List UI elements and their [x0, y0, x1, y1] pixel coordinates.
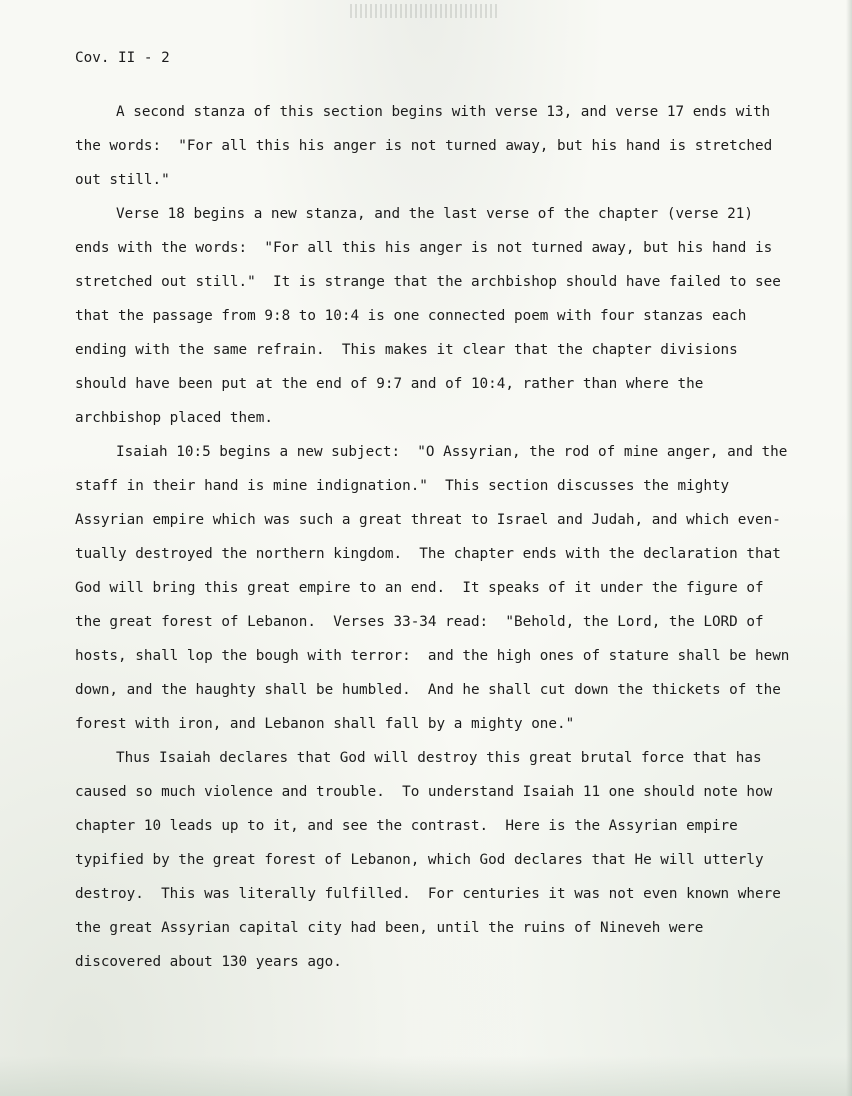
- paragraph-line: archbishop placed them.: [75, 410, 273, 426]
- paragraph-line: the great Assyrian capital city had been, until the ruins of Nineveh were: [75, 920, 704, 936]
- paragraph-line: forest with iron, and Lebanon shall fall by a mighty one.": [75, 716, 575, 732]
- paragraph-line: destroy. This was literally fulfilled. For centuries it was not even known where: [75, 886, 781, 902]
- paragraph-line: out still.": [75, 172, 170, 188]
- paragraph-line: the great forest of Lebanon. Verses 33-34 read: "Behold, the Lord, the LORD of: [75, 614, 764, 630]
- paragraph-line: Assyrian empire which was such a great threat to Israel and Judah, and which even-: [75, 512, 781, 528]
- paragraph-line: should have been put at the end of 9:7 and of 10:4, rather than where the: [75, 376, 704, 392]
- paragraph-line: chapter 10 leads up to it, and see the contrast. Here is the Assyrian empire: [75, 818, 738, 834]
- document-body: [75, 101, 795, 985]
- paragraph-line: stretched out still." It is strange that the archbishop should have failed to see: [75, 274, 781, 290]
- paragraph-line: Thus Isaiah declares that God will destroy this great brutal force that has: [116, 750, 762, 766]
- paragraph-line: down, and the haughty shall be humbled. And he shall cut down the thickets of the: [75, 682, 781, 698]
- paragraph-line: hosts, shall lop the bough with terror: and the high ones of stature shall be hewn: [75, 648, 790, 664]
- paragraph-line: staff in their hand is mine indignation." This section discusses the mighty: [75, 478, 730, 494]
- paragraph-4: [75, 747, 795, 985]
- paragraph-line: ending with the same refrain. This makes it clear that the chapter divisions: [75, 342, 738, 358]
- page-header: Cov. II - 2: [75, 50, 170, 66]
- scan-bottom-shadow: [0, 1056, 852, 1096]
- paragraph-line: the words: "For all this his anger is not turned away, but his hand is stretched: [75, 138, 773, 154]
- paragraph-line: Isaiah 10:5 begins a new subject: "O Assyrian, the rod of mine anger, and the: [116, 444, 788, 460]
- scan-artifact: [350, 4, 500, 18]
- paragraph-line: God will bring this great empire to an end. It speaks of it under the figure of: [75, 580, 764, 596]
- paragraph-2: [75, 203, 795, 441]
- paragraph-line: tually destroyed the northern kingdom. The chapter ends with the declaration that: [75, 546, 781, 562]
- paragraph-1: [75, 101, 795, 203]
- paragraph-line: ends with the words: "For all this his anger is not turned away, but his hand is: [75, 240, 773, 256]
- paragraph-line: typified by the great forest of Lebanon, which God declares that He will utterly: [75, 852, 764, 868]
- paragraph-line: Verse 18 begins a new stanza, and the last verse of the chapter (verse 21): [116, 206, 753, 222]
- paragraph-line: A second stanza of this section begins with verse 13, and verse 17 ends with: [116, 104, 771, 120]
- scan-edge-shadow: [846, 0, 852, 1096]
- paragraph-3: [75, 441, 795, 747]
- paragraph-line: caused so much violence and trouble. To understand Isaiah 11 one should note how: [75, 784, 773, 800]
- paragraph-line: that the passage from 9:8 to 10:4 is one connected poem with four stanzas each: [75, 308, 747, 324]
- paragraph-line: discovered about 130 years ago.: [75, 954, 342, 970]
